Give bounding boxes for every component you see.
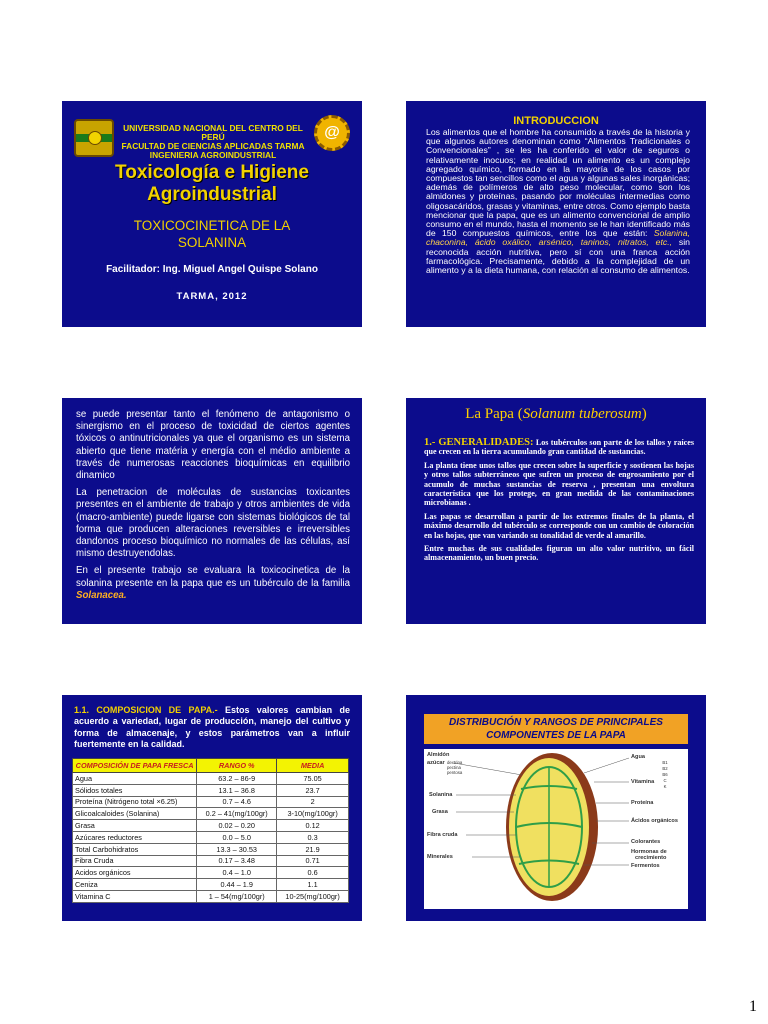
component-cell: Fibra Cruda	[73, 855, 197, 867]
range-cell: 0.44 – 1.9	[197, 879, 277, 891]
potato-slide	[406, 398, 706, 624]
vitamin-c: C	[663, 778, 667, 783]
intro-text-a: Los alimentos que el hombre ha consumido a través de la historia y que algunos autores denominan como “Alimentos Tradicionales o Convencionales” , se les ha conferido el valor de seguros o relativamente inocuos; en realidad un alimento es un complejo agregado químico, formado en la mayoría de los casos por compuestos tan sencillos como el agua y algunas sales inorgánicas; además de polímeros de alto peso molecular, como son los almidones y proteínas, pasando por moléculas intermedias como oligosacáridos, grasas y vitaminas, entre otros. Como ejemplo basta mencionar que la papa, que es un alimento convencional de amplio consumo en el mundo, hasta el momento se le han identificado más de 150 compuestos químicos, entre los que están:	[426, 127, 690, 239]
toxicity-text	[76, 409, 350, 607]
label-almidon: Almidón	[427, 752, 450, 758]
faculty-logo	[314, 115, 350, 151]
paragraph-4: Entre muchas de sus cualidades figuran un alto valor nutritivo, un fácil almacenamiento, un buen precio.	[424, 544, 694, 563]
generalities-text	[424, 438, 694, 567]
university-header	[114, 124, 312, 160]
label-azucar: azúcar	[427, 760, 445, 766]
section-label: 1.- GENERALIDADES:	[424, 437, 534, 448]
label-hormonas: Hormonas de	[631, 849, 667, 855]
label-crecimiento: crecimiento	[635, 855, 667, 861]
label-pectina: pectina	[447, 765, 461, 770]
paragraph-3: Las papas se desarrollan a partir de los extremos finales de la planta, el máximo desarrollo del tubérculo se corresponde con un cambio de coloración en las hojas, que van variando su tonalidad de verde al amarillo.	[424, 511, 694, 540]
range-cell: 13.3 – 30.53	[197, 843, 277, 855]
university-name: UNIVERSIDAD NACIONAL DEL CENTRO DEL PERÚ	[123, 123, 303, 142]
composition-slide	[62, 695, 362, 921]
label-colorantes: Colorantes	[631, 839, 661, 845]
potato-cross-section	[424, 749, 688, 909]
diagram-title	[424, 714, 688, 744]
table-row	[73, 773, 349, 785]
facilitator: Facilitador: Ing. Miguel Angel Quispe Solano	[106, 264, 318, 275]
range-cell: 0.0 – 5.0	[197, 831, 277, 843]
component-cell: Ceniza	[73, 879, 197, 891]
introduction-text	[426, 128, 690, 275]
range-cell: 1 – 54(mg/100gr)	[197, 890, 277, 902]
paragraph-2: La penetracion de moléculas de sustancias toxicantes presentes en el ambiente de trabajo y otros ambientes de vida (macro-ambiente) puede ligarse con sistemas biológicos de tal forma que producen alteraciones reversibles e irreversibles dandonos proceso bioquímico no normales de las células, así mismo destruyendolas.	[76, 487, 350, 560]
component-cell: Azúcares reductores	[73, 831, 197, 843]
column-header: COMPOSICIÓN DE PAPA FRESCA	[73, 759, 197, 773]
course-title-line1: Toxicología e Higiene	[115, 162, 309, 183]
paragraph-1-text: Los tubérculos son parte de los tallos y raíces que crecen en la tierra acumulando gran cantidad de sustancias.	[424, 438, 694, 457]
faculty-name: FACULTAD DE CIENCIAS APLICADAS TARMA	[121, 141, 305, 151]
label-vitamina: Vitamina	[631, 779, 655, 785]
intro-text: Estos valores cambian de acuerdo a variedad, lugar de producción, manejo del cultivo y forma de almacenaje, y estos parámetros van a influir fuertemente en la calidad.	[74, 705, 350, 750]
subtitle-line2: SOLANINA	[177, 235, 247, 250]
label-solanina: Solanina	[429, 792, 453, 798]
composition-table	[72, 758, 349, 903]
paragraph-3-text: En el presente trabajo se evaluara la toxicocinetica de la solanina presente en la papa que es un tubérculo de la familia	[76, 565, 350, 589]
university-logo	[74, 119, 114, 157]
table-row	[73, 831, 349, 843]
table-row	[73, 855, 349, 867]
paragraph-3	[76, 565, 350, 602]
component-cell: Grasa	[73, 820, 197, 832]
diagram-title-line1: DISTRIBUCIÓN Y RANGOS DE PRINCIPALES	[449, 717, 663, 728]
paragraph-1: se puede presentar tanto el fenómeno de antagonismo o sinergismo en el proceso de toxicidad de ciertos agentes tóxicos o antinutricionales ya que el organismo es un sistema abierto que tiene matéria y energía con el médio ambiente a través de numerosas reacciones bioquímicas en equilibrio dinamico	[76, 409, 350, 482]
scientific-name: Solanum tuberosum	[522, 406, 642, 422]
range-cell: 13.1 – 36.8	[197, 784, 277, 796]
mean-cell: 21.9	[277, 843, 349, 855]
paragraph-1	[424, 438, 694, 457]
mean-cell: 75.05	[277, 773, 349, 785]
school-name: INGENIERIA AGROINDUSTRIAL	[149, 150, 277, 160]
label-dextrina: dextrina	[447, 760, 463, 765]
section-heading: 1.1. COMPOSICION DE PAPA.-	[74, 705, 218, 715]
component-cell: Total Carbohidratos	[73, 843, 197, 855]
title-slide	[62, 101, 362, 327]
label-fermentos: Fermentos	[631, 863, 660, 869]
distribution-slide	[406, 695, 706, 921]
table-row	[73, 808, 349, 820]
presentation-subtitle	[92, 217, 332, 251]
intro-text-b: sin reconocida acción nutritiva, pero sí con una franca acción farmacológica. Precisamente, debido a la complejidad de un alimento y a la dieta humana, con relación al consumo de alimentos.	[426, 237, 690, 276]
mean-cell: 23.7	[277, 784, 349, 796]
label-proteina: Proteína	[631, 800, 654, 806]
label-acidos: Ácidos orgánicos	[631, 818, 678, 824]
family-highlight: Solanacea.	[76, 589, 127, 601]
subtitle-line1: TOXICOCINETICA DE LA	[133, 218, 291, 233]
component-cell: Agua	[73, 773, 197, 785]
mean-cell: 3-10(mg/100gr)	[277, 808, 349, 820]
label-minerales: Minerales	[427, 854, 453, 860]
slide-title	[406, 406, 706, 423]
table-row	[73, 784, 349, 796]
label-fibra: Fibra cruda	[427, 832, 458, 838]
table-row	[73, 820, 349, 832]
page-number: 1	[749, 998, 757, 1015]
slide-title: INTRODUCCION	[513, 115, 599, 127]
mean-cell: 0.3	[277, 831, 349, 843]
table-header-row	[73, 759, 349, 773]
mean-cell: 0.71	[277, 855, 349, 867]
title-text: La Papa (	[465, 406, 523, 422]
table-row	[73, 890, 349, 902]
vitamin-b2: B2	[662, 766, 668, 771]
range-cell: 0.7 – 4.6	[197, 796, 277, 808]
compounds-highlight: Solanina, chaconina, ácido oxálico, arsénico, taninos, nitratos, etc.,	[426, 228, 690, 248]
toxicity-slide	[62, 398, 362, 624]
mean-cell: 1.1	[277, 879, 349, 891]
composition-intro	[74, 705, 350, 751]
label-grasa: Grasa	[432, 809, 448, 815]
course-title-line2: Agroindustrial	[147, 184, 277, 205]
component-cell: Glicoalcaloides (Solanina)	[73, 808, 197, 820]
range-cell: 0.02 – 0.20	[197, 820, 277, 832]
column-header: RANGO %	[197, 759, 277, 773]
component-cell: Proteína (Nitrógeno total ×6.25)	[73, 796, 197, 808]
vitamin-b6: B6	[662, 772, 668, 777]
title-close: )	[641, 406, 647, 422]
table-body	[73, 773, 349, 903]
range-cell: 0.2 – 41(mg/100gr)	[197, 808, 277, 820]
vitamin-b1: B1	[662, 760, 668, 765]
component-cell: Vitamina C	[73, 890, 197, 902]
component-cell: Sólidos totales	[73, 784, 197, 796]
component-cell: Acidos orgánicos	[73, 867, 197, 879]
mean-cell: 2	[277, 796, 349, 808]
mean-cell: 0.12	[277, 820, 349, 832]
mean-cell: 0.6	[277, 867, 349, 879]
range-cell: 0.4 – 1.0	[197, 867, 277, 879]
label-pentosa: pentosa	[447, 770, 463, 775]
range-cell: 0.17 – 3.48	[197, 855, 277, 867]
range-cell: 63.2 – 86-9	[197, 773, 277, 785]
table-row	[73, 867, 349, 879]
faculty-logo-text: @	[324, 124, 340, 141]
introduction-slide	[406, 101, 706, 327]
diagram-title-line2: COMPONENTES DE LA PAPA	[486, 730, 626, 741]
place-year: TARMA, 2012	[176, 291, 248, 302]
label-agua: Agua	[631, 754, 645, 760]
table-row	[73, 796, 349, 808]
column-header: MEDIA	[277, 759, 349, 773]
potato-diagram	[424, 749, 688, 909]
vitamin-k: K	[663, 784, 667, 789]
table-row	[73, 879, 349, 891]
paragraph-2: La planta tiene unos tallos que crecen sobre la superficie y sostienen las hojas y otros tallos subterráneos que sufren un proceso de engrosamiento por el acumulo de muchas sustancias de reserva , presentan una envoltura característica que los protege, en gran medida de las contaminaciones microbianas .	[424, 460, 694, 508]
course-title	[82, 162, 342, 206]
table-row	[73, 843, 349, 855]
mean-cell: 10-25(mg/100gr)	[277, 890, 349, 902]
